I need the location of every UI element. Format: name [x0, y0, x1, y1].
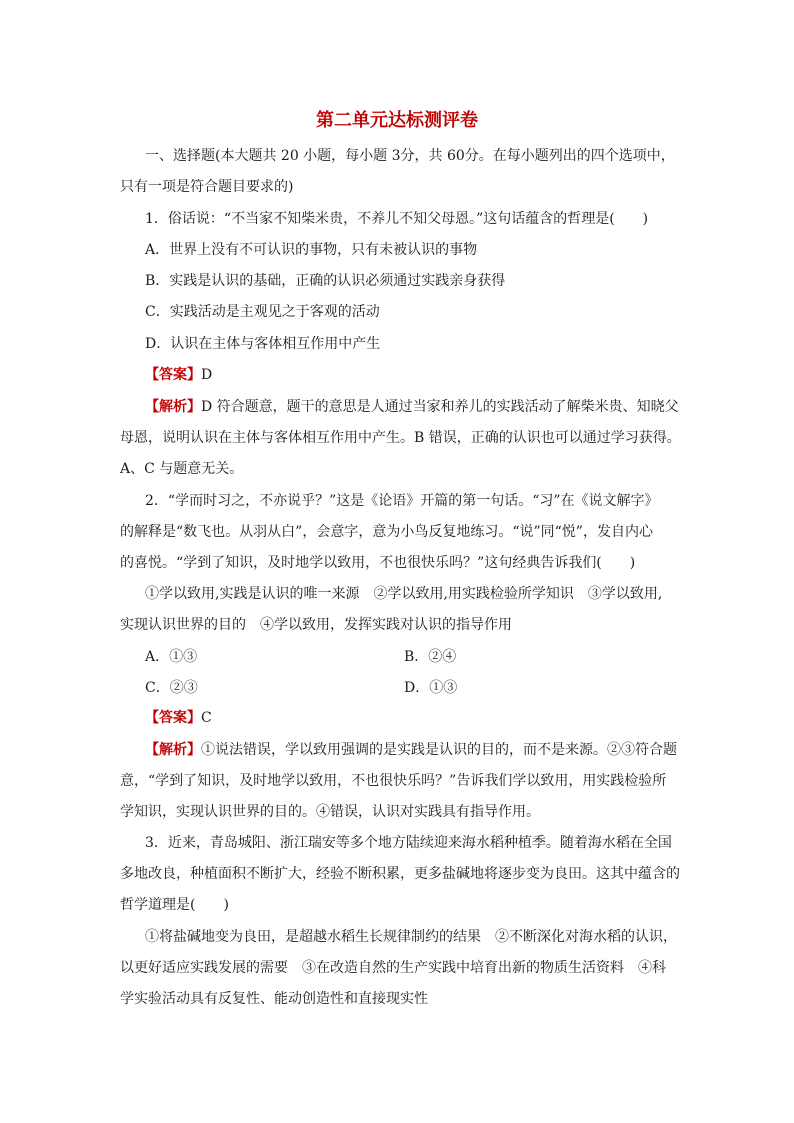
- question-2-stem-line3: 的喜悦。“学到了知识，及时地学以致用，不也很快乐吗？”这句经典告诉我们( ): [120, 555, 636, 571]
- question-1-analysis-line2: 母恩，说明认识在主体与客体相互作用中产生。B 错误，正确的认识也可以通过学习获得。: [120, 430, 681, 446]
- question-3-statements-line3: 学实验活动具有反复性、能动创造性和直接现实性: [120, 991, 428, 1007]
- section-instruction-line2: 只有一项是符合题目要求的): [120, 179, 294, 195]
- question-1-option-b: B．实践是认识的基础，正确的认识必须通过实践亲身获得: [145, 273, 506, 289]
- section-instruction-line1: 一、选择题(本大题共 20 小题，每小题 3分，共 60分。在每小题列出的四个选项中，: [145, 148, 675, 164]
- question-2-answer: [145, 708, 705, 728]
- question-3-statements-line2: 以更好适应实践发展的需要 ③在改造自然的生产实践中培育出新的物质生活资料 ④科: [120, 960, 666, 976]
- question-2-stem-line2: 的解释是“数飞也。从羽从白”，会意字，意为小鸟反复地练习。“说”同“悦”，发自内心: [120, 524, 653, 540]
- question-2-option-b: B．②④: [404, 649, 457, 665]
- question-2-statements-line1: ①学以致用,实践是认识的唯一来源 ②学以致用,用实践检验所学知识 ③学以致用,: [145, 586, 663, 602]
- question-3-stem-line3: 哲学道理是( ): [120, 897, 229, 913]
- question-1-option-d: D．认识在主体与客体相互作用中产生: [145, 336, 381, 352]
- question-1-analysis-line1: [145, 397, 705, 417]
- question-1-option-c: C．实践活动是主观见之于客观的活动: [145, 304, 380, 320]
- analysis-text: ①说法错误，学以致用强调的是实践是认识的目的，而不是来源。②③符合题: [201, 742, 677, 758]
- question-1-stem: 1．俗话说：“不当家不知柴米贵，不养儿不知父母恩。”这句话蕴含的哲理是( ): [145, 211, 649, 227]
- question-2-analysis-line3: 学知识，实现认识世界的目的。④错误，认识对实践具有指导作用。: [120, 804, 540, 820]
- question-2-analysis-line1: [145, 740, 705, 760]
- question-2-option-d: D．①③: [404, 680, 458, 696]
- question-1-answer: [145, 365, 705, 385]
- question-1-option-a: A．世界上没有不可认识的事物，只有未被认识的事物: [145, 242, 478, 258]
- question-2-option-a: A．①③: [145, 649, 198, 665]
- question-2-analysis-line2: 意，“学到了知识，及时地学以致用，不也很快乐吗？”告诉我们学以致用，用实践检验所: [120, 773, 667, 789]
- question-3-statements-line1: ①将盐碱地变为良田，是超越水稻生长规律制约的结果 ②不断深化对海水稻的认识，: [145, 929, 677, 945]
- question-2-option-c: C．②③: [145, 680, 198, 696]
- analysis-text: D 符合题意，题干的意思是人通过当家和养儿的实践活动了解柴米贵、知晓父: [201, 399, 679, 415]
- question-3-stem-line2: 多地改良，种植面积不断扩大，经验不断积累，更多盐碱地将逐步变为良田。这其中蕴含的: [120, 866, 680, 882]
- question-2-stem-line1: 2．“学而时习之，不亦说乎？”这是《论语》开篇的第一句话。“习”在《说文解字》: [145, 493, 659, 509]
- page-title: 第二单元达标测评卷: [316, 110, 478, 131]
- question-3-stem-line1: 3．近来，青岛城阳、浙江瑞安等多个地方陆续迎来海水稻种植季。随着海水稻在全国: [145, 835, 672, 851]
- answer-value: C: [201, 710, 212, 726]
- answer-tag: 【答案】: [145, 710, 201, 726]
- question-2-statements-line2: 实现认识世界的目的 ④学以致用，发挥实践对认识的指导作用: [120, 617, 512, 633]
- question-1-analysis-line3: A、C 与题意无关。: [120, 461, 244, 477]
- analysis-tag: 【解析】: [145, 399, 201, 415]
- answer-tag: 【答案】: [145, 367, 201, 383]
- answer-value: D: [201, 367, 213, 383]
- analysis-tag: 【解析】: [145, 742, 201, 758]
